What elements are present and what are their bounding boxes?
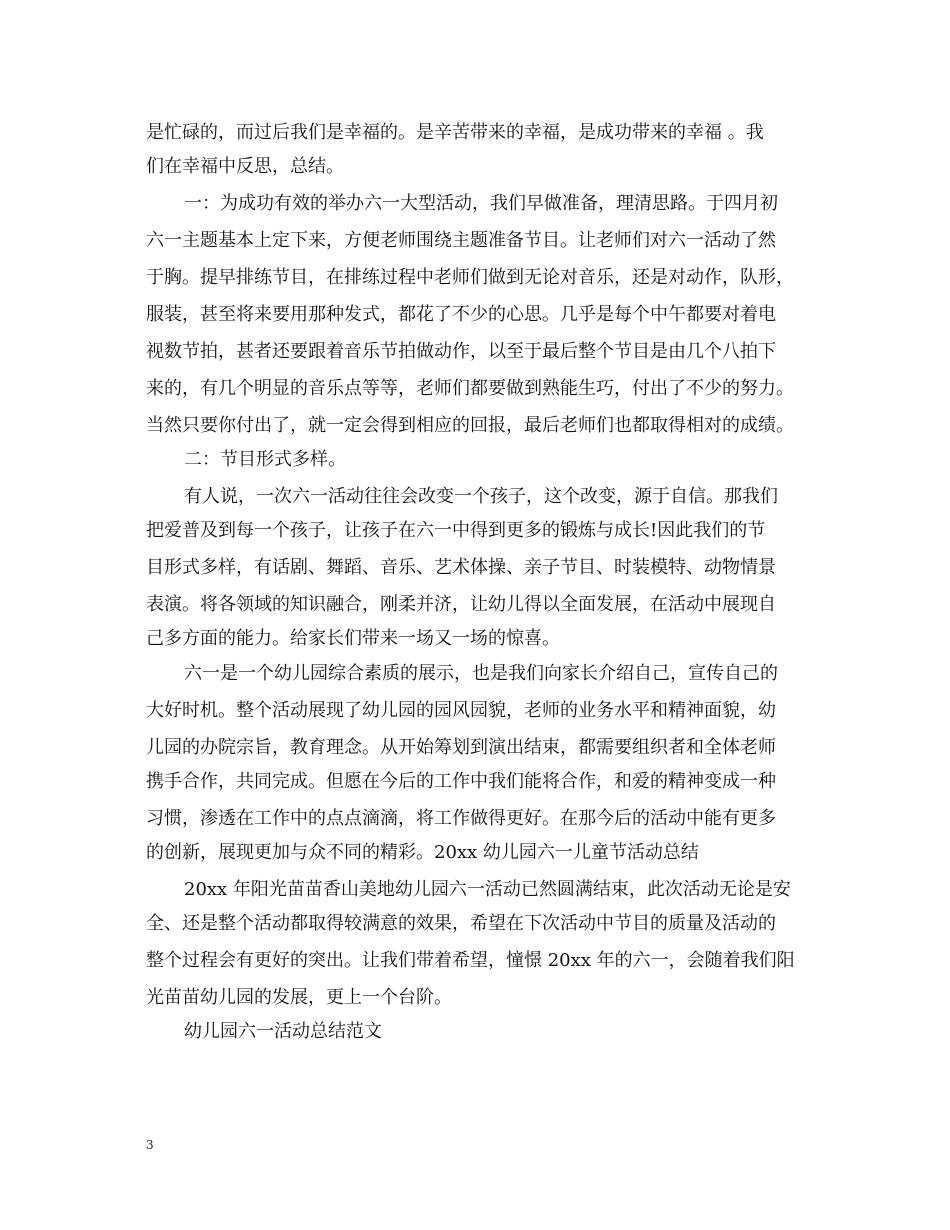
text-line: 六一主题基本上定下来，方便老师围绕主题准备节目。让老师们对六一活动了然 bbox=[146, 230, 776, 251]
text-line: 六一是一个幼儿园综合素质的展示，也是我们向家长介绍自己，宣传自己的 bbox=[184, 663, 778, 684]
text-line: 20xx 年阳光苗苗香山美地幼儿园六一活动已然圆满结束，此次活动无论是安 bbox=[184, 879, 791, 900]
text-line: 儿园的办院宗旨，教育理念。从开始筹划到演出结束，都需要组织者和全体老师 bbox=[146, 737, 776, 758]
text-line: 整个过程会有更好的突出。让我们带着希望，憧憬 20xx 年的六一，会随着我们阳 bbox=[146, 950, 795, 971]
text-line: 于胸。提早排练节目，在排练过程中老师们做到无论对音乐，还是对动作，队形， bbox=[146, 267, 794, 288]
text-line: 们在幸福中反思，总结。 bbox=[146, 156, 344, 177]
text-line: 有人说，一次六一活动往往会改变一个孩子，这个改变，源于自信。那我们 bbox=[184, 486, 778, 507]
text-line: 全、还是整个活动都取得较满意的效果，希望在下次活动中节目的质量及活动的 bbox=[146, 913, 776, 934]
text-line: 是忙碌的，而过后我们是幸福的。是辛苦带来的幸福，是成功带来的幸福 。我 bbox=[146, 122, 764, 143]
text-line: 当然只要你付出了，就一定会得到相应的回报，最后老师们也都取得相对的成绩。 bbox=[146, 415, 794, 436]
text-line: 把爱普及到每一个孩子，让孩子在六一中得到更多的锻炼与成长!因此我们的节 bbox=[146, 520, 766, 541]
text-line: 的创新，展现更加与众不同的精彩。20xx 幼儿园六一儿童节活动总结 bbox=[146, 842, 699, 863]
text-line: 大好时机。整个活动展现了幼儿园的园风园貌，老师的业务水平和精神面貌，幼 bbox=[146, 700, 776, 721]
text-line: 来的，有几个明显的音乐点等等，老师们都要做到熟能生巧，付出了不少的努力。 bbox=[146, 378, 794, 399]
text-line: 幼儿园六一活动总结范文 bbox=[184, 1021, 382, 1042]
text-line: 光苗苗幼儿园的发展，更上一个台阶。 bbox=[146, 987, 452, 1008]
page-number: 3 bbox=[146, 1138, 154, 1152]
text-line: 视数节拍，甚者还要跟着音乐节拍做动作，以至于最后整个节目是由几个八拍下 bbox=[146, 341, 776, 362]
text-line: 服装，甚至将来要用那种发式，都花了不少的心思。几乎是每个中午都要对着电 bbox=[146, 304, 776, 325]
text-line: 二：节目形式多样。 bbox=[184, 449, 346, 470]
text-line: 习惯，渗透在工作中的点点滴滴，将工作做得更好。在那今后的活动中能有更多 bbox=[146, 808, 776, 829]
text-line: 携手合作，共同完成。但愿在今后的工作中我们能将合作，和爱的精神变成一种 bbox=[146, 771, 776, 792]
text-line: 己多方面的能力。给家长们带来一场又一场的惊喜。 bbox=[146, 628, 560, 649]
text-line: 表演。将各领域的知识融合，刚柔并济，让幼儿得以全面发展，在活动中展现自 bbox=[146, 594, 776, 615]
text-line: 一：为成功有效的举办六一大型活动，我们早做准备，理清思路。于四月初 bbox=[184, 193, 778, 214]
text-line: 目形式多样，有话剧、舞蹈、音乐、艺术体操、亲子节目、时装模特、动物情景 bbox=[146, 557, 776, 578]
